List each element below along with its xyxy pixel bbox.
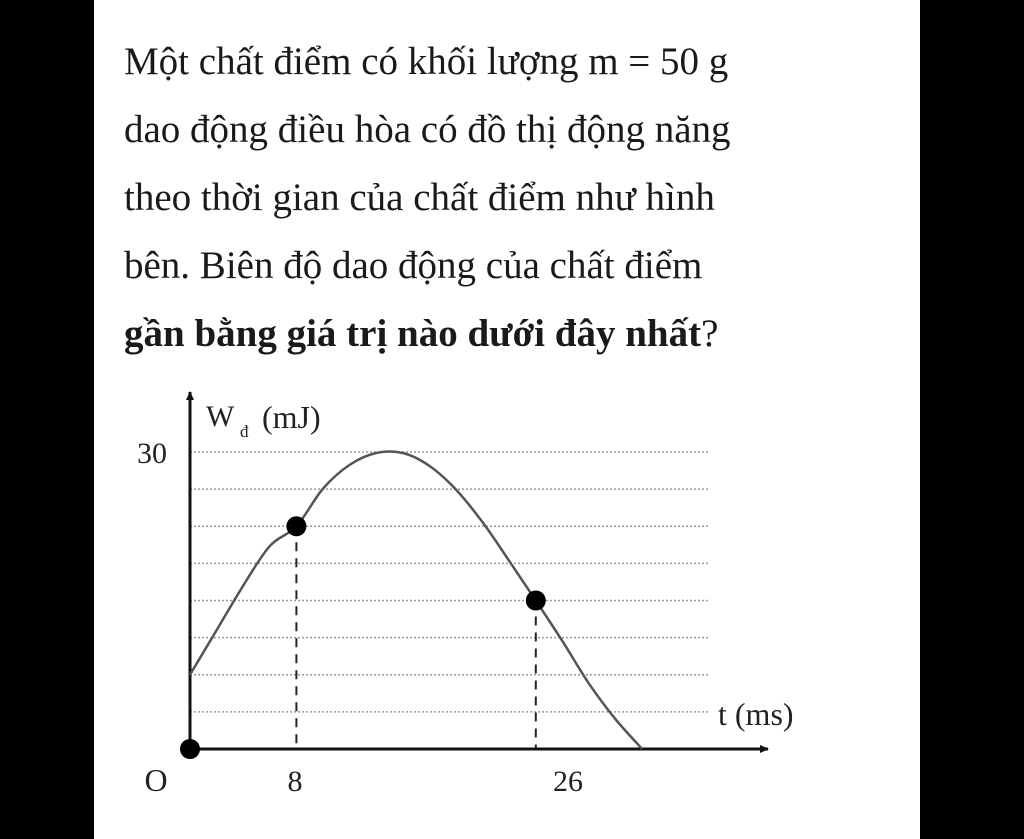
x-axis-label: t (ms) — [718, 696, 794, 732]
question-line-2: dao động điều hòa có đồ thị động năng — [124, 108, 731, 151]
y-axis-label-symbol: W — [206, 400, 235, 433]
y-axis-label — [206, 399, 321, 441]
data-point-2 — [526, 591, 546, 611]
origin-label: O — [144, 762, 168, 798]
data-point-0 — [180, 739, 200, 759]
x-tick-label-8: 8 — [287, 765, 303, 798]
x-tick-label-26: 26 — [553, 765, 583, 798]
y-tick-label-30: 30 — [137, 437, 167, 470]
y-axis-label-subscript: đ — [240, 422, 249, 441]
question-line-1: Một chất điểm có khối lượng m = 50 g — [124, 40, 729, 83]
y-axis-label-unit: (mJ) — [262, 399, 321, 435]
question-end-mark: ? — [701, 312, 719, 355]
data-point-1 — [286, 516, 306, 536]
chart-grid — [190, 452, 710, 712]
question-line-3: theo thời gian của chất điểm như hình — [124, 176, 715, 219]
question-line-4: bên. Biên độ dao động của chất điểm — [124, 244, 703, 287]
question-bold-part: gần bằng giá trị nào dưới đây nhất — [124, 312, 702, 355]
